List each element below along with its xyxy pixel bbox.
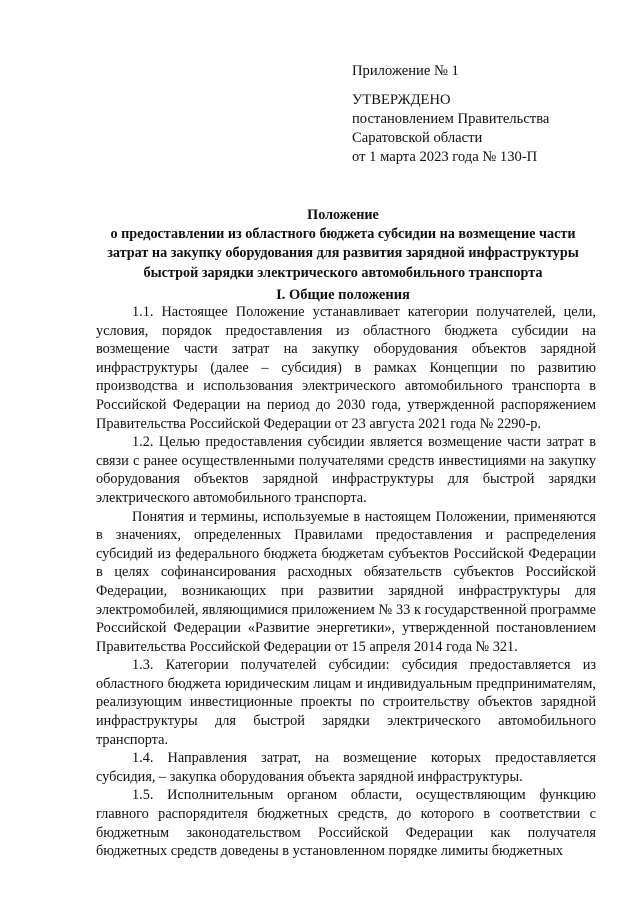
- document-body: [96, 303, 596, 861]
- paragraph-1-1: 1.1. Настоящее Положение устанавливает категории получателей, цели, условия, порядок предоставления из областного бюджета субсидии на возмещение части затрат на закупку оборудования объектов зарядной инфраструктуры (далее – субсидия) в рамках Концепции по развитию производства и использования электрического автомобильного транспорта в Российской Федерации на период до 2030 года, утвержденной распоряжением Правительства Российской Федерации от 23 августа 2021 года № 2290-р.: [96, 304, 596, 432]
- paragraph-1-2: 1.2. Целью предоставления субсидии является возмещение части затрат в связи с ранее осуществленными получателями средств инвестициями на закупку оборудования объектов зарядной инфраструктуры для быстрой зарядки электрического автомобильного транспорта.: [96, 434, 596, 506]
- title-line-1: Положение: [307, 207, 379, 223]
- section-heading: I. Общие положения: [276, 287, 410, 303]
- approval-line-3: от 1 марта 2023 года № 130-П: [352, 149, 538, 165]
- paragraph-1-5: 1.5. Исполнительным органом области, осуществляющим функцию главного распорядителя бюджетных средств, до которого в соответствии с бюджетным законодательством Российской Федерации как получателя бюджетных средств доведены в установленном порядке лимиты бюджетных: [96, 787, 596, 860]
- title-line-4: быстрой зарядки электрического автомобильного транспорта: [143, 264, 543, 281]
- title-line-2: о предоставлении из областного бюджета субсидии на возмещение части: [110, 226, 576, 243]
- approved-label: УТВЕРЖДЕНО: [352, 92, 451, 108]
- paragraph-1-4: 1.4. Направления затрат, на возмещение которых предоставляется субсидия, – закупка оборудования объекта зарядной инфраструктуры.: [96, 750, 596, 785]
- appendix-label: Приложение № 1: [352, 63, 459, 79]
- approval-gap: [352, 81, 549, 91]
- document-title: [88, 206, 598, 283]
- paragraph-1-3: 1.3. Категории получателей субсидии: субсидия предоставляется из областного бюджета юридическим лицам и индивидуальным предпринимателям, реализующим инвестиционные проекты по строительству объектов зарядной инфраструктуры для быстрой зарядки электрического автомобильного транспорта.: [96, 657, 596, 748]
- approval-line-1: постановлением Правительства: [352, 111, 550, 127]
- title-line-3: затрат на закупку оборудования для развития зарядной инфраструктуры: [107, 245, 579, 262]
- approval-stamp: [352, 62, 549, 167]
- approval-line-2: Саратовской области: [352, 130, 483, 146]
- paragraph-terms: Понятия и термины, используемые в настоящем Положении, применяются в значениях, определенных Правилами предоставления и распределения субсидий из федерального бюджета бюджетам субъектов Российской Федерации в целях софинансирования расходных обязательств субъектов Российской Федерации, возникающих при развитии зарядной инфраструктуры для электромобилей, являющимися приложением № 33 к государственной программе Российской Федерации «Развитие энергетики», утвержденной постановлением Правительства Российской Федерации от 15 апреля 2014 года № 321.: [96, 508, 596, 655]
